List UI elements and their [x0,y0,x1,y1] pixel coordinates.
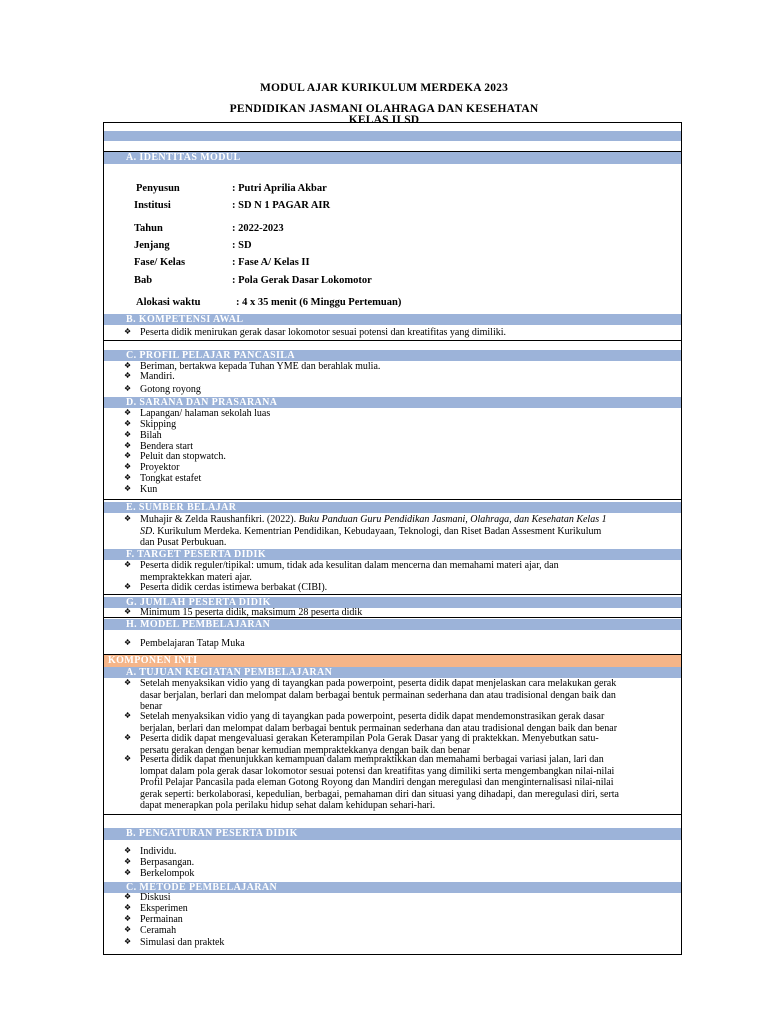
list-item: ❖ Beriman, bertakwa kepada Tuhan YME dan berahlak mulia. [124,361,381,372]
section-jumlah-header: G. JUMLAH PESERTA DIDIK [104,597,681,608]
list-item: ❖ Simulasi dan praktek [124,937,225,948]
list-item: ❖ Peserta didik dapat menunjukkan kemampuan dalam mempraktikkan dan memahami berbagai variasi jalan, lari dan lompat dalam pola gerak dasar lokomotor sesuai potensi dan kreatifitas yang dimiliki serta mengembangkan nilai-nilai Profil Pelajar Pancasila pada eleman Gotong Royong dan Mandiri dengan meregulasi dan menginternalisasi nilai-nilai gerak seperti: berkolaborasi, kepedulian, berbagai, pemahaman diri dan situasi yang dihadapi, dan meregulasi diri, serta dapat menerapkan pola perilaku hidup sehat dalam kehidupan sehari-hari. [124,754,619,811]
divider [103,814,682,815]
list-item: ❖ Mandiri. [124,371,175,382]
list-item: ❖ Kun [124,484,158,495]
list-item: ❖ Proyektor [124,462,180,473]
section-sumber-header: E. SUMBER BELAJAR [104,502,681,513]
field-label-fase: Fase/ Kelas [134,257,186,268]
field-value-tahun: : 2022-2023 [232,223,284,234]
field-value-fase: : Fase A/ Kelas II [232,257,310,268]
list-item: ❖ Eksperimen [124,903,188,914]
field-label-alokasi: Alokasi waktu [136,297,201,308]
header-band [104,131,681,141]
subject-title: PENDIDIKAN JASMANI OLAHRAGA DAN KESEHATAN [229,103,539,115]
list-item: ❖ Skipping [124,419,177,430]
section-profil-header: C. PROFIL PELAJAR PANCASILA [104,350,681,361]
list-item: ❖ Ceramah [124,925,177,936]
field-value-institusi: : SD N 1 PAGAR AIR [232,200,331,211]
divider [103,617,682,618]
divider [103,499,682,500]
list-item: ❖ Peluit dan stopwatch. [124,451,226,462]
document-title: MODUL AJAR KURIKULUM MERDEKA 2023 [259,82,509,94]
field-label-penyusun: Penyusun [136,183,180,194]
list-item: ❖ Peserta didik dapat mengevaluasi gerakan Keterampilan Pola Gerak Dasar yang di praktekkan. Menyebutkan satu- persatu gerakan dengan benar kemudian mempraktekkanya dengan baik dan benar [124,733,599,756]
section-pengaturan-header: B. PENGATURAN PESERTA DIDIK [104,828,681,840]
list-item: ❖ Tongkat estafet [124,473,202,484]
section-komponen-header: KOMPONEN INTI [104,655,681,667]
field-value-jenjang: : SD [232,240,252,251]
list-item: ❖ Berkelompok [124,868,195,879]
class-title: KELAS II SD [348,114,420,126]
table-top-border [103,122,682,123]
section-tujuan-header: A. TUJUAN KEGIATAN PEMBELAJARAN [104,667,681,678]
field-label-tahun: Tahun [134,223,163,234]
divider [103,340,682,341]
divider [103,594,682,595]
section-target-header: F. TARGET PESERTA DIDIK [104,549,681,560]
field-label-institusi: Institusi [134,200,171,211]
table-bottom-border [103,954,682,955]
field-value-bab: : Pola Gerak Dasar Lokomotor [232,275,372,286]
list-item: ❖ Setelah menyaksikan vidio yang di tayangkan pada powerpoint, peserta didik dapat mendemonstrasikan gerak dasar berjalan, berlari dan melompat dalam berbagai bentuk permainan sederhana dan atau tradisional dengan baik dan benar [124,711,618,734]
section-identitas-header: A. IDENTITAS MODUL [104,152,681,164]
field-value-alokasi: : 4 x 35 menit (6 Minggu Pertemuan) [236,297,402,308]
list-item: ❖ Individu. [124,846,177,857]
section-model-header: H. MODEL PEMBELAJARAN [104,619,681,630]
reference-entry: ❖ Muhajir & Zelda Raushanfikri. (2022). Buku Panduan Guru Pendidikan Jasmani, Olahraga, dan Kesehatan Kelas 1 SD. Kurikulum Merdeka. Kementrian Pendidikan, Kebudayaan, Teknologi, dan Riset Badan Assesment Kurikulum dan Pusat Perbukuan. [124,514,607,548]
list-item: ❖ Peserta didik reguler/tipikal: umum, tidak ada kesulitan dalam mencerna dan memahami materi ajar, dan mempraktekkan materi ajar. [124,560,559,583]
list-item: ❖ Berpasangan. [124,857,195,868]
section-sarana-header: D. SARANA DAN PRASARANA [104,397,681,408]
list-item: ❖ Minimum 15 peserta didik, maksimum 28 peserta didik [124,607,363,618]
list-item: ❖ Diskusi [124,892,171,903]
list-item: ❖ Bendera start [124,441,194,452]
section-kompetensi-header: B. KOMPETENSI AWAL [104,314,681,325]
list-item: ❖ Pembelajaran Tatap Muka [124,638,245,649]
field-label-bab: Bab [134,275,153,286]
list-item: ❖ Bilah [124,430,162,441]
field-value-penyusun: : Putri Aprilia Akbar [232,183,327,194]
list-item: ❖ Gotong royong [124,384,201,395]
list-item: ❖ Peserta didik cerdas istimewa berbakat (CIBI). [124,582,328,593]
list-item: ❖ Peserta didik menirukan gerak dasar lokomotor sesuai potensi dan kreatifitas yang dimiliki. [124,327,507,338]
list-item: ❖ Setelah menyaksikan vidio yang di tayangkan pada powerpoint, peserta didik dapat menjelaskan cara melakukan gerak dasar berjalan, berlari dan melompat dalam berbagai bentuk permainan sederhana dan atau tradisional dengan baik dan benar [124,678,617,712]
section-metode-header: C. METODE PEMBELAJARAN [104,882,681,893]
field-label-jenjang: Jenjang [134,240,170,251]
list-item: ❖ Permainan [124,914,183,925]
list-item: ❖ Lapangan/ halaman sekolah luas [124,408,271,419]
